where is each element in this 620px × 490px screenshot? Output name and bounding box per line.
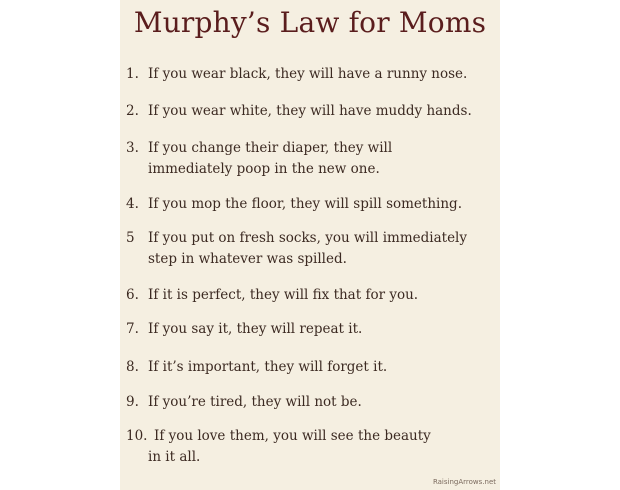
- law-number: 4.: [126, 196, 139, 212]
- law-item-10: [126, 426, 498, 468]
- law-text: If it’s important, they will forget it.: [148, 359, 388, 375]
- law-text: If you mop the floor, they will spill something.: [148, 196, 462, 212]
- law-text: If you change their diaper, they will: [148, 140, 393, 156]
- law-text: If you’re tired, they will not be.: [148, 394, 362, 410]
- law-number: 7.: [126, 321, 139, 337]
- law-item-8: [126, 357, 498, 378]
- law-number: 10.: [126, 428, 148, 444]
- law-item-5: [126, 228, 498, 270]
- source-credit: RaisingArrows.net: [432, 478, 496, 486]
- poster-title: Murphy’s Law for Moms: [133, 6, 487, 39]
- law-text: If you wear black, they will have a runny nose.: [148, 66, 468, 82]
- law-item-1: [126, 64, 498, 85]
- law-text: If you say it, they will repeat it.: [148, 321, 363, 337]
- law-item-6: [126, 285, 498, 306]
- law-number: 2.: [126, 103, 139, 119]
- law-number: 3.: [126, 140, 139, 156]
- law-text: If you put on fresh socks, you will immediately: [148, 230, 468, 246]
- law-text: If you love them, you will see the beauty: [154, 428, 431, 444]
- law-item-2: [126, 101, 498, 122]
- law-text: If you wear white, they will have muddy hands.: [148, 103, 472, 119]
- law-text: If it is perfect, they will fix that for you.: [148, 287, 419, 303]
- law-number: 9.: [126, 394, 139, 410]
- law-item-7: [126, 319, 498, 340]
- law-text-continued: step in whatever was spilled.: [148, 251, 347, 267]
- law-number: 6.: [126, 287, 139, 303]
- law-number: 5: [126, 230, 135, 246]
- poster: [120, 0, 500, 490]
- law-number: 8.: [126, 359, 139, 375]
- law-number: 1.: [126, 66, 139, 82]
- law-item-9: [126, 392, 498, 413]
- law-text-continued: immediately poop in the new one.: [148, 161, 380, 177]
- law-item-3: [126, 138, 498, 180]
- law-text-continued: in it all.: [148, 449, 201, 465]
- law-item-4: [126, 194, 498, 215]
